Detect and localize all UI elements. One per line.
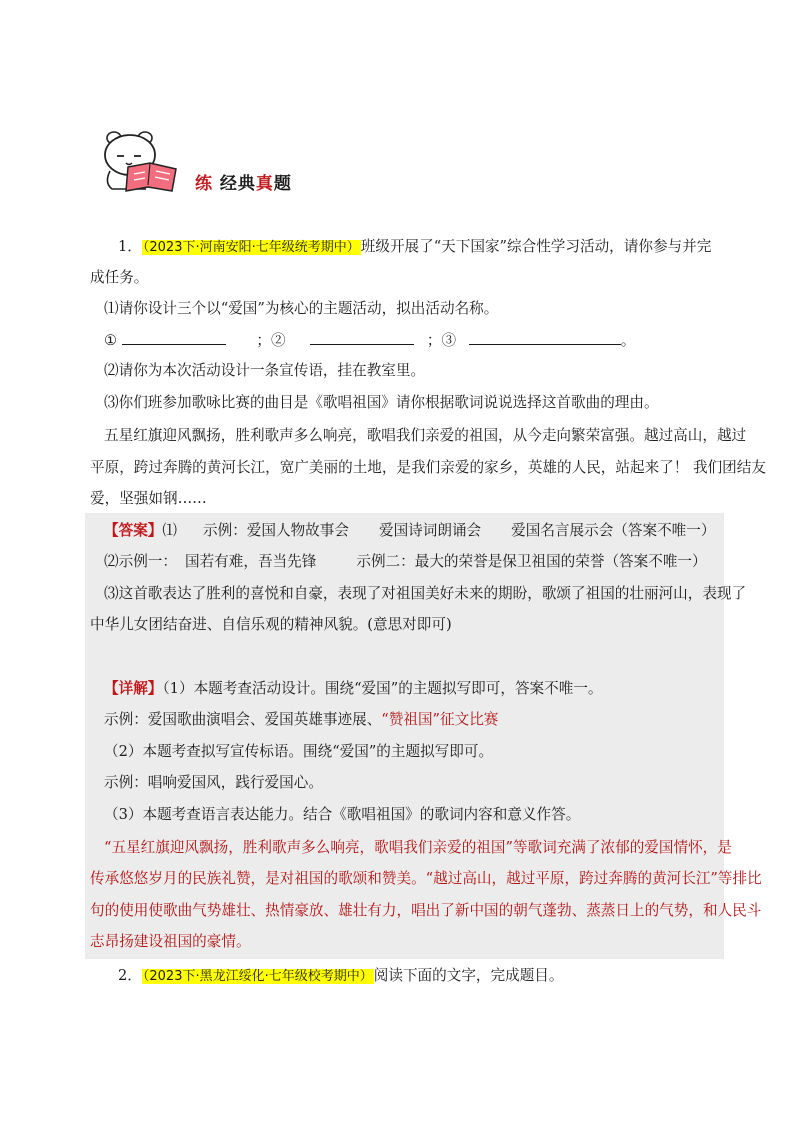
section-title bbox=[195, 169, 292, 194]
detail-paragraph-line: 句的使用使歌曲气势雄壮、热情豪放、雄壮有力，唱出了新中国的朝气蓬勃、蒸蒸日上的气势，和人民斗 bbox=[90, 902, 762, 919]
blank-line-1 bbox=[122, 330, 226, 345]
blank-label: ① bbox=[104, 332, 118, 349]
blank-line-3 bbox=[469, 330, 621, 345]
lyrics-line: 五星红旗迎风飘扬，胜利歌声多么响亮，歌唱我们亲爱的祖国，从今走向繁荣富强。越过高山，越过 bbox=[104, 427, 747, 444]
detail-line-3: （3）本题考查语言表达能力。结合《歌唱祖国》的歌词内容和意义作答。 bbox=[104, 806, 581, 823]
sub-question-3: ⑶你们班参加歌咏比赛的曲目是《歌唱祖国》请你根据歌词说说选择这首歌曲的理由。 bbox=[104, 394, 659, 411]
detail-text-red: “越过高山，越过平原，跨过奔腾的黄河长江”等排比 bbox=[425, 870, 762, 887]
question-number: 1． bbox=[118, 238, 142, 255]
bear-reading-icon bbox=[100, 127, 182, 193]
section-title-text: 经典 bbox=[213, 174, 256, 194]
question-intro-text: 成任务。 bbox=[90, 269, 149, 286]
section-title-char: 题 bbox=[273, 174, 292, 194]
detail-tag: 【详解】 bbox=[104, 680, 163, 697]
detail-line-2: （2）本题考查拟写宣传标语。围绕“爱国”的主题拟写即可。 bbox=[104, 743, 494, 760]
answer-example: 爱国名言展示会（答案不唯一） bbox=[511, 522, 716, 539]
answer-example: 爱国人物故事会 bbox=[246, 522, 349, 539]
detail-line-1 bbox=[104, 679, 603, 699]
detail-paragraph-line: “五星红旗迎风飘扬，胜利歌声多么响亮，歌唱我们亲爱的祖国”等歌词充满了浓郁的爱国情怀，是 bbox=[104, 839, 732, 856]
sub-question-1: ⑴请你设计三个以“爱国”为核心的主题活动，拟出活动名称。 bbox=[104, 300, 499, 317]
question-number: 2． bbox=[118, 967, 142, 984]
detail-text-red: “赞祖国”征文比赛 bbox=[381, 711, 499, 728]
detail-example-1 bbox=[104, 710, 498, 730]
answer-number: ⑴ bbox=[162, 522, 177, 539]
detail-text: 示例：爱国歌曲演唱会、爱国英雄事迹展、 bbox=[104, 711, 382, 728]
question-2-intro bbox=[118, 966, 563, 987]
lyrics-line: 爱，坚强如钢…… bbox=[90, 490, 207, 507]
sub-question-2: ⑵请你为本次活动设计一条宣传语，挂在教室里。 bbox=[104, 362, 426, 379]
blank-label: ；③ bbox=[426, 332, 457, 349]
answer-example: 示例二：最大的荣誉是保卫祖国的荣誉（答案不唯一） bbox=[356, 553, 707, 570]
question-intro-text: 班级开展了“天下国家”综合性学习活动，请你参与并完 bbox=[360, 238, 712, 255]
blank-line-2 bbox=[310, 330, 414, 345]
detail-paragraph-line: 志昂扬建设祖国的豪情。 bbox=[90, 933, 251, 950]
answer-line-2 bbox=[104, 552, 707, 572]
blank-label: ；② bbox=[256, 332, 286, 349]
answer-line-3: ⑶这首歌表达了胜利的喜悦和自豪，表现了对祖国美好未来的期盼，歌颂了祖国的壮丽河山，表现了 bbox=[104, 585, 747, 602]
detail-paragraph-line bbox=[90, 869, 762, 889]
question-source-highlight: （2023下·黑龙江绥化·七年级校考期中） bbox=[142, 969, 373, 984]
question-intro-text: 阅读下面的文字，完成题目。 bbox=[373, 967, 564, 984]
question-1-intro bbox=[118, 237, 711, 258]
detail-text-red: 传承悠悠岁月的民族礼赞，是对祖国的歌颂和赞美。 bbox=[90, 870, 426, 887]
section-title-char: 练 bbox=[195, 174, 213, 194]
question-source-highlight: （2023下·河南安阳·七年级统考期中） bbox=[142, 240, 360, 255]
answer-example-label: 示例： bbox=[203, 522, 247, 539]
lyrics-line: 平原，跨过奔腾的黄河长江，宽广美丽的土地，是我们亲爱的家乡，英雄的人民，站起来了！ 我们团结友 bbox=[90, 459, 766, 476]
answer-example: 爱国诗词朗诵会 bbox=[378, 522, 482, 539]
detail-example-2: 示例：唱响爱国风，践行爱国心。 bbox=[104, 774, 323, 791]
answer-box bbox=[85, 513, 724, 959]
answer-tag: 【答案】 bbox=[104, 522, 163, 539]
answer-line-1 bbox=[104, 521, 715, 541]
answer-line-3-cont: 中华儿女团结奋进、自信乐观的精神风貌。(意思对即可) bbox=[90, 616, 452, 633]
blank-end: 。 bbox=[620, 332, 636, 349]
answer-example: 国若有难，吾当先锋 bbox=[184, 553, 317, 570]
answer-example-label: ⑵示例一： bbox=[104, 553, 177, 570]
detail-text: （1）本题考查活动设计。围绕“爱国”的主题拟写即可，答案不唯一。 bbox=[162, 680, 603, 697]
answer-blanks-row bbox=[104, 330, 635, 351]
section-title-char: 真 bbox=[255, 174, 274, 194]
